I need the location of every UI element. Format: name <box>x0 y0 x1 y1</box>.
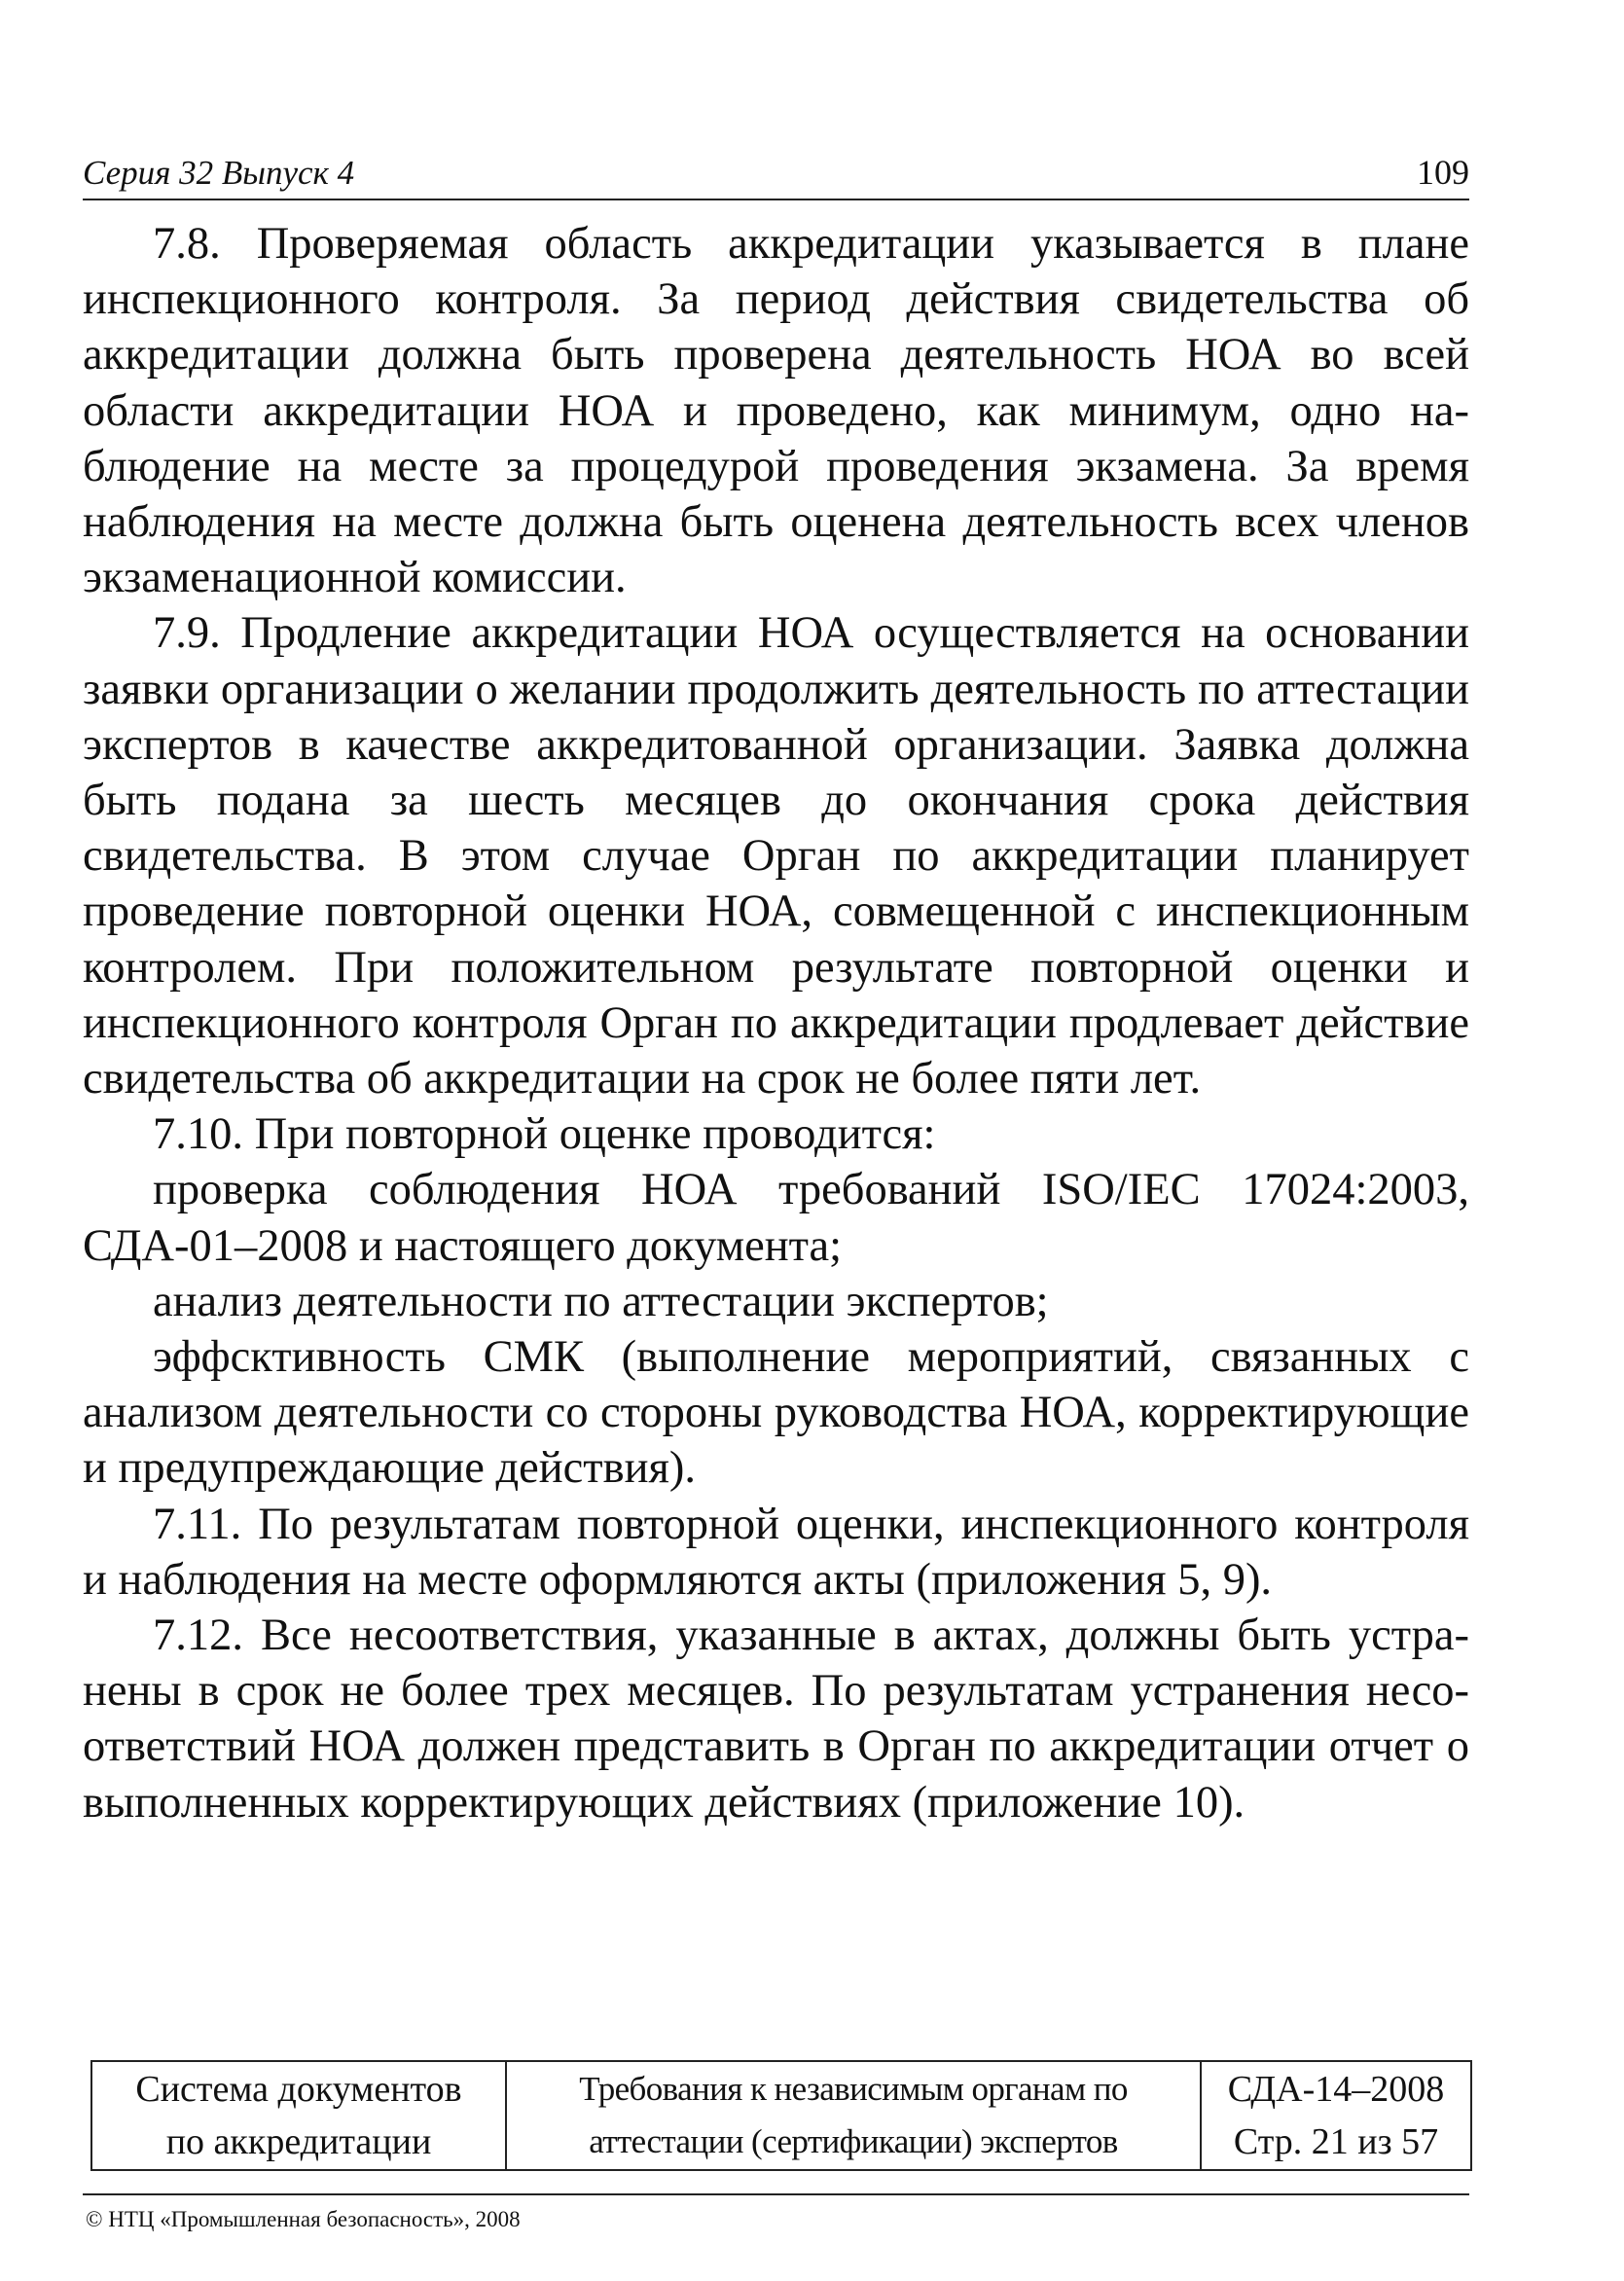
doc-system-line-2: по аккредитации <box>165 2121 432 2162</box>
doc-system-line-1: Система документов <box>135 2069 462 2110</box>
doc-title-line-2: аттестации (сертификации) экспертов <box>589 2122 1118 2160</box>
doc-code-cell <box>1201 2061 1471 2170</box>
running-header <box>83 148 1469 200</box>
list-item-qms-effectiveness: эффсктивность СМК (выполнение мероприятий, связанных с анализом деятельности со стороны руководства НОА, корректирующие и предупреждающие действия). <box>83 1332 1469 1494</box>
document-info-table <box>90 2060 1472 2171</box>
paragraph-7-9: 7.9. Продление аккредитации НОА осуществляется на основании заявки организации о желании продолжить деятельность по аттестации экспертов в качестве аккредитованной организации. Заявка должна быть подана за шесть месяцев до окончания срока действия свидетельства. В этом случае Орган по аккредитации планирует проведение повторной оценки НОА, совмещенной с инспекционным контролем. При положительном результате повторной оценки и инспекционного контроля Орган по аккредитации продлевает действие свидетельства об аккредитации на срок не более пяти лет. <box>83 608 1469 1104</box>
copyright-notice: © НТЦ «Промышленная безопасность», 2008 <box>86 2207 521 2231</box>
series-title: Серия 32 Выпуск 4 <box>83 154 355 192</box>
paragraph-7-8: 7.8. Проверяемая область аккредитации указывается в плане инспекционного контроля. За период действия свидетельства об аккредитации должна быть проверена деятельность НОА во всей области аккредитации НОА и проведено, как минимум, одно наблюдение на месте за процедурой проведения экзамена. За время наблюдения на месте должна быть оценена деятельность всех членов экзаменационной комиссии. <box>83 219 1469 603</box>
table-row <box>91 2061 1471 2170</box>
paragraph-7-11: 7.11. По результатам повторной оценки, инспекционного контроля и наблюдения на месте оформляются акты (приложения 5, 9). <box>83 1499 1469 1605</box>
footer-divider <box>83 2193 1469 2195</box>
list-item-compliance-check: проверка соблюдения НОА требований ISO/IEC 17024:2003, СДА-01–2008 и настоящего документа; <box>83 1165 1469 1271</box>
doc-title-cell <box>506 2061 1201 2170</box>
body-text <box>83 216 1469 1830</box>
doc-system-cell <box>91 2061 506 2170</box>
doc-code: СДА-14–2008 <box>1227 2069 1445 2110</box>
paragraph-7-10: 7.10. При повторной оценке проводится: <box>153 1109 936 1160</box>
doc-title-line-1: Требования к независимым органам по <box>579 2070 1128 2108</box>
page-number: 109 <box>1417 153 1469 192</box>
doc-page-count: Стр. 21 из 57 <box>1233 2121 1439 2162</box>
paragraph-7-12: 7.12. Все несоответствия, указанные в актах, должны быть устранены в срок не более трех месяцев. По результатам устранения несоответствий НОА должен представить в Орган по аккредитации отчет о выполненных корректирующих действиях (приложение 10). <box>83 1611 1469 1828</box>
list-item-activity-analysis: анализ деятельности по аттестации экспертов; <box>153 1276 1049 1326</box>
